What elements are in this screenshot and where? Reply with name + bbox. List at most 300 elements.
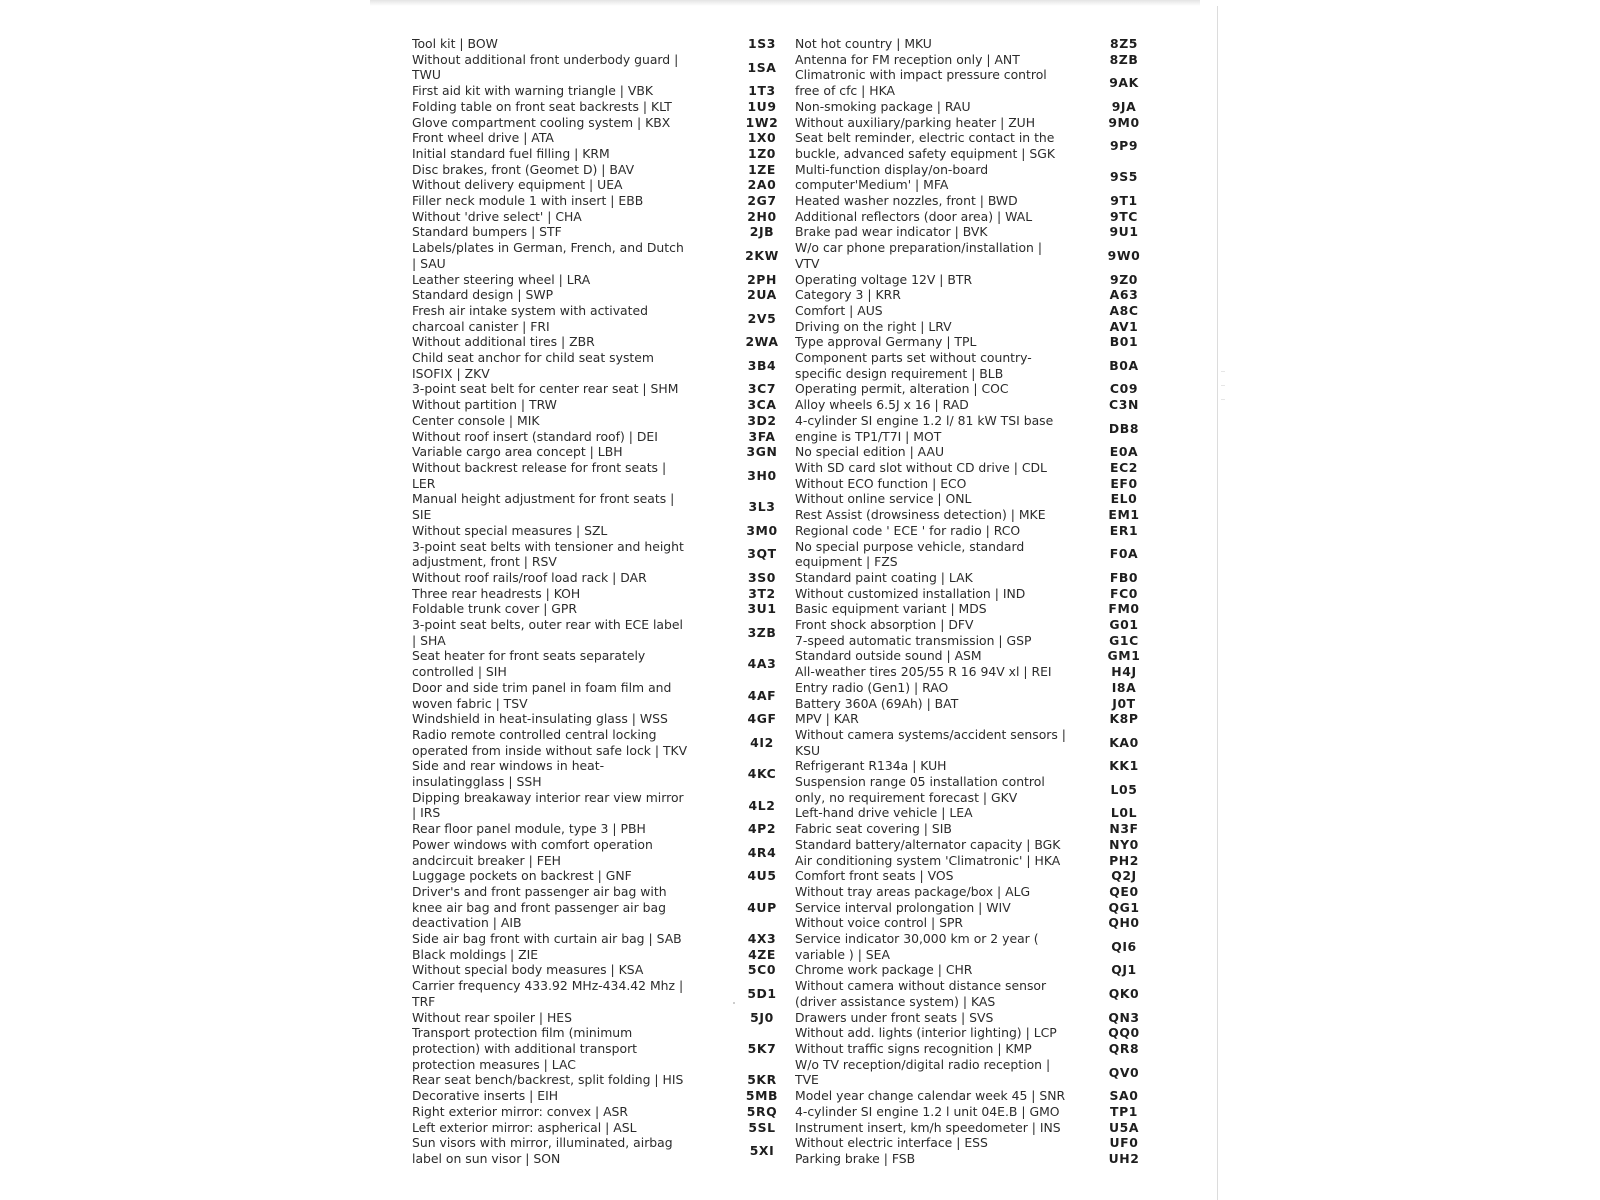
equipment-row (795, 1057, 1167, 1088)
equipment-description: Without ECO function | ECO (795, 475, 967, 491)
equipment-code: 4KC (747, 766, 777, 782)
equipment-code: EM1 (1108, 507, 1140, 523)
equipment-code: 3C7 (747, 381, 777, 397)
equipment-description: Entry radio (Gen1) | RAO (795, 679, 949, 695)
equipment-row (795, 1010, 1167, 1026)
equipment-description: Labels/plates in German, French, and Dutch | SAU (412, 240, 684, 271)
equipment-row (795, 507, 1167, 523)
equipment-row (795, 193, 1167, 209)
equipment-code: QQ0 (1108, 1025, 1140, 1041)
equipment-description: Three rear headrests | KOH (412, 585, 581, 601)
equipment-description: Drawers under front seats | SVS (795, 1009, 994, 1025)
equipment-code: DB8 (1108, 420, 1140, 436)
equipment-description: Brake pad wear indicator | BVK (795, 224, 988, 240)
equipment-code: C3N (1109, 397, 1139, 413)
equipment-row (795, 334, 1167, 350)
equipment-row (412, 648, 792, 679)
equipment-row (795, 617, 1167, 633)
equipment-code: 9AK (1109, 75, 1139, 91)
equipment-code: G01 (1109, 617, 1139, 633)
equipment-row (795, 381, 1167, 397)
scan-top-shadow (370, 0, 1200, 6)
equipment-row (412, 334, 792, 350)
equipment-code: EL0 (1110, 491, 1138, 507)
equipment-description: W/o TV reception/digital radio reception | TVE (795, 1056, 1051, 1088)
equipment-description: Luggage pockets on backrest | GNF (412, 868, 632, 884)
equipment-description: Driving on the right | LRV (795, 318, 952, 334)
equipment-row (795, 1120, 1167, 1136)
equipment-row (412, 884, 792, 931)
equipment-row (412, 287, 792, 303)
equipment-code: 2KW (745, 247, 779, 263)
equipment-code: 3S0 (748, 569, 776, 585)
equipment-code: 4A3 (747, 656, 777, 672)
equipment-row (412, 413, 792, 429)
equipment-description: 7-speed automatic transmission | GSP (795, 632, 1032, 648)
equipment-code: 1ZE (748, 161, 776, 177)
equipment-row (795, 1088, 1167, 1104)
equipment-code: EC2 (1110, 459, 1138, 475)
equipment-code: 1S3 (748, 36, 776, 51)
equipment-code: EF0 (1110, 475, 1138, 491)
equipment-row (412, 209, 792, 225)
equipment-row (795, 539, 1167, 570)
equipment-code: 9S5 (1110, 169, 1138, 185)
equipment-row (795, 821, 1167, 837)
equipment-description: Service indicator 30,000 km or 2 year ( variable ) | SEA (795, 931, 1039, 962)
equipment-description: Glove compartment cooling system | KBX (412, 114, 671, 130)
equipment-row (795, 570, 1167, 586)
equipment-description: Operating permit, alteration | COC (795, 381, 1009, 397)
equipment-description: Leather steering wheel | LRA (412, 271, 591, 287)
equipment-row (412, 1120, 792, 1136)
equipment-row (412, 115, 792, 131)
equipment-code: 4GF (747, 711, 777, 727)
equipment-description: Filler neck module 1 with insert | EBB (412, 193, 644, 209)
equipment-row (795, 696, 1167, 712)
equipment-description: Without camera without distance sensor (driver assistance system) | KAS (795, 978, 1047, 1009)
equipment-row (412, 240, 792, 271)
equipment-description: Dipping breakaway interior rear view mirror | IRS (412, 789, 684, 821)
equipment-code: QV0 (1108, 1064, 1140, 1080)
equipment-row (412, 99, 792, 115)
equipment-code: 2JB (749, 224, 775, 240)
equipment-code: 5MB (745, 1088, 779, 1104)
equipment-description: Comfort | AUS (795, 302, 883, 318)
equipment-code: E0A (1109, 444, 1139, 460)
equipment-code: A63 (1109, 287, 1139, 303)
equipment-description: Basic equipment variant | MDS (795, 601, 987, 617)
equipment-row (412, 727, 792, 758)
equipment-description: Without tray areas package/box | ALG (795, 883, 1031, 899)
equipment-description: Seat belt reminder, electric contact in the buckle, advanced safety equipment | SGK (795, 130, 1055, 161)
equipment-row (412, 397, 792, 413)
equipment-description: Tool kit | BOW (412, 36, 498, 51)
equipment-description: Without special measures | SZL (412, 522, 608, 538)
equipment-row (412, 586, 792, 602)
equipment-code: QN3 (1108, 1009, 1140, 1025)
equipment-code: 1T3 (748, 83, 776, 99)
equipment-row (795, 319, 1167, 335)
equipment-code: FM0 (1108, 601, 1140, 617)
equipment-code: 5J0 (750, 1009, 774, 1025)
equipment-row (412, 162, 792, 178)
equipment-code: 9M0 (1108, 114, 1140, 130)
equipment-code: 1SA (747, 59, 777, 75)
equipment-row (795, 460, 1167, 476)
equipment-row (795, 680, 1167, 696)
equipment-description: No special purpose vehicle, standard equipment | FZS (795, 538, 1025, 570)
equipment-row (795, 1135, 1167, 1151)
equipment-code: 2H0 (747, 208, 777, 224)
equipment-code: J0T (1112, 695, 1136, 711)
equipment-description: Side and rear windows in heat- insulatingglass | SSH (412, 758, 605, 790)
equipment-list-right-column (795, 36, 1167, 1167)
equipment-description: Left exterior mirror: aspherical | ASL (412, 1119, 637, 1135)
equipment-row (795, 633, 1167, 649)
equipment-description: Side air bag front with curtain air bag | SAB (412, 931, 682, 947)
equipment-description: All-weather tires 205/55 R 16 94V xl | REI (795, 664, 1052, 680)
equipment-code: QJ1 (1111, 962, 1137, 978)
equipment-code: 4R4 (747, 844, 777, 860)
equipment-description: Alloy wheels 6.5J x 16 | RAD (795, 397, 969, 413)
edge-mark (1221, 399, 1225, 400)
equipment-row (412, 539, 792, 570)
equipment-code: U5A (1108, 1119, 1140, 1135)
equipment-code: 3U1 (747, 601, 777, 617)
equipment-code: 8Z5 (1109, 36, 1139, 51)
equipment-code: 9U1 (1109, 224, 1139, 240)
equipment-description: Left-hand drive vehicle | LEA (795, 805, 973, 821)
equipment-row (412, 177, 792, 193)
equipment-row (795, 1041, 1167, 1057)
equipment-row (412, 523, 792, 539)
equipment-description: Without traffic signs recognition | KMP (795, 1041, 1032, 1056)
equipment-description: Foldable trunk cover | GPR (412, 601, 577, 617)
equipment-description: Without customized installation | IND (795, 585, 1026, 601)
equipment-row (795, 853, 1167, 869)
equipment-row (795, 774, 1167, 805)
edge-mark (1221, 371, 1225, 372)
equipment-description: Standard design | SWP (412, 287, 554, 303)
equipment-description: Disc brakes, front (Geomet D) | BAV (412, 161, 635, 177)
equipment-row (412, 680, 792, 711)
equipment-code: GM1 (1107, 648, 1141, 664)
equipment-description: Antenna for FM reception only | ANT (795, 51, 1020, 67)
equipment-description: Air conditioning system 'Climatronic' | HKA (795, 852, 1061, 868)
equipment-description: Without special body measures | KSA (412, 962, 644, 978)
equipment-row (795, 413, 1167, 444)
equipment-description: Type approval Germany | TPL (795, 334, 977, 350)
equipment-description: Rest Assist (drowsiness detection) | MKE (795, 507, 1046, 523)
equipment-code: N3F (1109, 821, 1139, 837)
equipment-row (795, 303, 1167, 319)
equipment-code: 3QT (747, 546, 777, 562)
equipment-code: 9TC (1110, 208, 1138, 224)
equipment-row (412, 146, 792, 162)
equipment-code: L05 (1110, 781, 1138, 797)
equipment-code: 9JA (1111, 98, 1137, 114)
equipment-row (795, 272, 1167, 288)
equipment-row (795, 162, 1167, 193)
equipment-code: 5KR (747, 1072, 777, 1088)
equipment-row (795, 758, 1167, 774)
equipment-row (412, 1072, 792, 1088)
equipment-description: Multi-function display/on-board computer'Medium' | MFA (795, 161, 989, 193)
equipment-description: Chrome work package | CHR (795, 962, 973, 978)
equipment-code: 8ZB (1109, 51, 1139, 67)
equipment-row (795, 240, 1167, 271)
equipment-description: Manual height adjustment for front seats | SIE (412, 491, 675, 523)
page-right-edge (1217, 6, 1218, 1200)
equipment-code: 3ZB (747, 624, 777, 640)
equipment-description: Folding table on front seat backrests | KLT (412, 98, 672, 114)
equipment-row (795, 727, 1167, 758)
equipment-code: 3GN (746, 444, 778, 460)
equipment-row (795, 711, 1167, 727)
equipment-description: Battery 360A (69Ah) | BAT (795, 695, 959, 711)
equipment-description: W/o car phone preparation/installation | VTV (795, 240, 1042, 271)
equipment-row (795, 115, 1167, 131)
equipment-description: 3-point seat belt for center rear seat | SHM (412, 381, 679, 397)
equipment-code: 5XI (749, 1143, 775, 1159)
equipment-code: TP1 (1110, 1103, 1138, 1119)
equipment-description: Right exterior mirror: convex | ASR (412, 1103, 629, 1119)
equipment-row (795, 648, 1167, 664)
equipment-description: Without 'drive select' | CHA (412, 208, 582, 224)
equipment-code: 4P2 (747, 821, 777, 837)
equipment-code: K8P (1109, 711, 1139, 727)
equipment-code: B0A (1109, 357, 1139, 373)
equipment-code: QE0 (1109, 883, 1139, 899)
equipment-description: Without backrest release for front seats | LER (412, 459, 667, 491)
equipment-code: 3M0 (746, 522, 778, 538)
equipment-row (412, 83, 792, 99)
equipment-row (412, 1010, 792, 1026)
equipment-row (795, 99, 1167, 115)
equipment-row (412, 429, 792, 445)
equipment-description: Climatronic with impact pressure control free of cfc | HKA (795, 67, 1047, 99)
equipment-code: 5SL (748, 1119, 776, 1135)
equipment-code: L0L (1110, 805, 1138, 821)
equipment-description: Component parts set without country- specific design requirement | BLB (795, 350, 1032, 381)
equipment-description: Radio remote controlled central locking operated from inside without safe lock | TKV (412, 726, 688, 758)
equipment-description: Without rear spoiler | HES (412, 1009, 573, 1025)
equipment-row (795, 900, 1167, 916)
equipment-description: MPV | KAR (795, 711, 859, 727)
equipment-code: UH2 (1108, 1150, 1140, 1166)
equipment-row (795, 931, 1167, 962)
equipment-description: Front shock absorption | DFV (795, 617, 974, 633)
equipment-code: 2A0 (747, 177, 777, 193)
equipment-code: QG1 (1108, 899, 1140, 915)
equipment-code: QR8 (1108, 1041, 1140, 1056)
equipment-row (412, 790, 792, 821)
equipment-row (412, 36, 792, 52)
equipment-row (412, 868, 792, 884)
equipment-code: 4UP (747, 899, 777, 915)
equipment-code: 9W0 (1107, 247, 1141, 263)
equipment-description: Driver's and front passenger air bag with knee air bag and front passenger air bag deactivation | AIB (412, 883, 667, 931)
equipment-code: 4ZE (748, 946, 776, 962)
equipment-row (412, 1104, 792, 1120)
equipment-code: 1X0 (747, 130, 777, 146)
equipment-code: 9T1 (1110, 193, 1138, 209)
equipment-row (412, 381, 792, 397)
equipment-code: 3H0 (747, 467, 777, 483)
equipment-row (795, 601, 1167, 617)
equipment-description: Carrier frequency 433.92 MHz-434.42 Mhz | TRF (412, 978, 684, 1009)
equipment-description: Center console | MIK (412, 412, 540, 428)
equipment-row (795, 1151, 1167, 1167)
equipment-row (795, 36, 1167, 52)
equipment-row (795, 868, 1167, 884)
equipment-code: 1U9 (747, 98, 777, 114)
equipment-code: G1C (1109, 632, 1139, 648)
equipment-row (795, 523, 1167, 539)
equipment-description: Without camera systems/accident sensors | KSU (795, 726, 1066, 758)
equipment-code: 5K7 (747, 1041, 777, 1056)
equipment-code: UF0 (1109, 1135, 1139, 1151)
equipment-row (795, 444, 1167, 460)
equipment-code: 1W2 (745, 114, 779, 130)
equipment-description: Sun visors with mirror, illuminated, airbag label on sun visor | SON (412, 1135, 673, 1166)
equipment-description: Model year change calendar week 45 | SNR (795, 1088, 1066, 1104)
equipment-row (795, 837, 1167, 853)
equipment-row (412, 931, 792, 947)
equipment-code: H4J (1111, 664, 1137, 680)
equipment-description: 3-point seat belts, outer rear with ECE label | SHA (412, 617, 683, 648)
equipment-description: Instrument insert, km/h speedometer | INS (795, 1119, 1061, 1135)
equipment-description: Without online service | ONL (795, 491, 972, 507)
equipment-row (412, 1088, 792, 1104)
equipment-description: 4-cylinder SI engine 1.2 l unit 04E.B | GMO (795, 1103, 1060, 1119)
equipment-description: Standard outside sound | ASM (795, 648, 982, 664)
equipment-code: 2WA (745, 334, 779, 350)
equipment-row (412, 711, 792, 727)
equipment-code: 2G7 (747, 193, 777, 209)
equipment-row (795, 491, 1167, 507)
equipment-row (795, 586, 1167, 602)
equipment-code: 2V5 (747, 310, 777, 326)
equipment-code: 9Z0 (1109, 271, 1139, 287)
equipment-code: 4I2 (750, 734, 774, 750)
equipment-description: Initial standard fuel filling | KRM (412, 145, 610, 161)
equipment-row (412, 130, 792, 146)
equipment-description: Rear seat bench/backrest, split folding | HIS (412, 1072, 684, 1088)
equipment-description: Rear floor panel module, type 3 | PBH (412, 821, 646, 837)
equipment-row (412, 821, 792, 837)
equipment-description: Variable cargo area concept | LBH (412, 444, 623, 460)
equipment-code: A8C (1109, 302, 1139, 318)
equipment-description: First aid kit with warning triangle | VBK (412, 83, 653, 99)
equipment-row (795, 884, 1167, 900)
equipment-description: Without roof rails/roof load rack | DAR (412, 569, 647, 585)
equipment-row (795, 805, 1167, 821)
equipment-code: FC0 (1110, 585, 1138, 601)
equipment-code: 4AF (747, 687, 777, 703)
equipment-row (412, 947, 792, 963)
equipment-code: 4X3 (747, 931, 777, 947)
equipment-description: Without auxiliary/parking heater | ZUH (795, 114, 1036, 130)
equipment-row (795, 287, 1167, 303)
equipment-list-left-column (412, 36, 792, 1167)
equipment-row (412, 1025, 792, 1072)
equipment-description: Without additional tires | ZBR (412, 334, 595, 350)
equipment-code: 3FA (748, 428, 776, 444)
equipment-row (412, 193, 792, 209)
equipment-code: 1Z0 (747, 145, 777, 161)
equipment-code: 4L2 (748, 797, 776, 813)
equipment-code: 3T2 (748, 585, 776, 601)
equipment-description: Not hot country | MKU (795, 36, 932, 51)
equipment-code: 3L3 (748, 499, 776, 515)
equipment-description: Without add. lights (interior lighting) | LCP (795, 1025, 1057, 1041)
equipment-description: Power windows with comfort operation andcircuit breaker | FEH (412, 836, 653, 868)
equipment-description: Child seat anchor for child seat system ISOFIX | ZKV (412, 350, 654, 381)
equipment-description: With SD card slot without CD drive | CDL (795, 459, 1047, 475)
equipment-row (412, 978, 792, 1009)
equipment-row (795, 1104, 1167, 1120)
equipment-description: Fabric seat covering | SIB (795, 821, 952, 837)
equipment-description: Seat heater for front seats separately controlled | SIH (412, 648, 646, 680)
equipment-code: F0A (1109, 546, 1139, 562)
equipment-row (795, 397, 1167, 413)
equipment-code: B01 (1109, 334, 1139, 350)
equipment-description: Transport protection film (minimum protection) with additional transport protection measures | LAC (412, 1025, 638, 1072)
equipment-code: 3D2 (747, 412, 777, 428)
equipment-row (412, 224, 792, 240)
equipment-description: Standard battery/alternator capacity | BGK (795, 836, 1061, 852)
equipment-row (795, 67, 1167, 98)
equipment-row (412, 837, 792, 868)
equipment-row (412, 303, 792, 334)
equipment-description: Regional code ' ECE ' for radio | RCO (795, 522, 1021, 538)
equipment-description: Operating voltage 12V | BTR (795, 271, 973, 287)
equipment-row (795, 962, 1167, 978)
equipment-row (795, 209, 1167, 225)
equipment-code: 4U5 (747, 868, 777, 884)
equipment-description: Black moldings | ZIE (412, 946, 539, 962)
equipment-code: NY0 (1109, 836, 1139, 852)
equipment-code: 9P9 (1109, 138, 1139, 154)
equipment-code: 5C0 (747, 962, 777, 978)
equipment-description: 3-point seat belts with tensioner and height adjustment, front | RSV (412, 538, 684, 570)
equipment-description: Service interval prolongation | WIV (795, 899, 1011, 915)
equipment-code: Q2J (1111, 868, 1137, 884)
equipment-row (795, 664, 1167, 680)
equipment-row (412, 617, 792, 648)
edge-mark (1221, 385, 1225, 386)
equipment-row (795, 978, 1167, 1009)
equipment-description: No special edition | AAU (795, 444, 945, 460)
equipment-description: Without additional front underbody guard | TWU (412, 51, 679, 83)
equipment-code: 2PH (747, 271, 777, 287)
equipment-code: SA0 (1109, 1088, 1139, 1104)
equipment-description: Windshield in heat-insulating glass | WSS (412, 711, 668, 727)
equipment-description: Standard paint coating | LAK (795, 569, 973, 585)
equipment-row (412, 601, 792, 617)
equipment-code: I8A (1111, 679, 1137, 695)
equipment-code: AV1 (1109, 318, 1139, 334)
equipment-description: Refrigerant R134a | KUH (795, 758, 947, 774)
equipment-row (795, 350, 1167, 381)
equipment-code: C09 (1109, 381, 1139, 397)
equipment-code: 3CA (747, 397, 777, 413)
equipment-description: Front wheel drive | ATA (412, 130, 554, 146)
equipment-row (412, 758, 792, 789)
equipment-code: 5RQ (746, 1103, 778, 1119)
